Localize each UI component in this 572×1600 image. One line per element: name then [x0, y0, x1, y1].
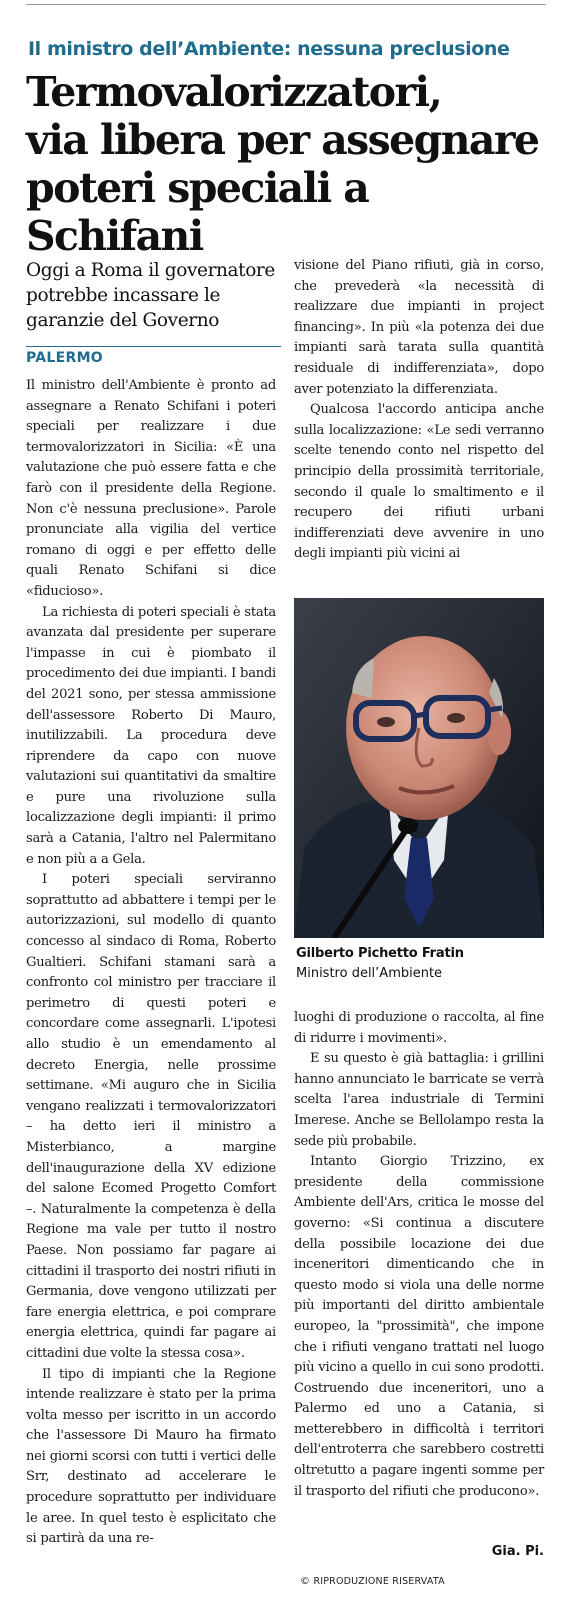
- paragraph: I poteri speciali serviranno soprattutto ad abbattere i tempi per le autorizzazioni, sul modello di quanto concesso al sindaco di Roma, Roberto Gualtieri. Schifani stamani sarà a confronto col ministro per tracciare il perimetro di questi poteri e concordare come assegnarli. L'ipotesi allo studio è un emendamento al decreto Energia, nelle prossime settimane. «Mi auguro che in Sicilia vengano realizzati i termovalorizzatori – ha detto ieri il ministro a Misterbianco, a margine dell'inaugurazione della XV edizione del salone Ecomed Progetto Comfort –. Naturalmente la competenza è della Regione ma vale per tutto il nostro Paese. Non possiamo far pagare ai cittadini il trasporto dei nostri rifiuti in Germania, dove vengono utilizzati per fare energia elettrica, e poi comprare energia elettrica, quindi far pagare ai cittadini due volte la stessa cosa».: [26, 872, 276, 1361]
- paragraph: Qualcosa l'accordo anticipa anche sulla localizzazione: «Le sedi verranno scelte tenendo conto nel rispetto del principio della prossimità territoriale, secondo il quale lo smaltimento e il recupero dei rifiuti urbani indifferenziati deve avvenire in uno degli impianti più vicini ai: [294, 402, 544, 562]
- author-signature: Gia. Pi.: [491, 1544, 544, 1559]
- paragraph: E su questo è già battaglia: i grillini hanno annunciato le barricate se verrà scelta l'area industriale di Termini Imerese. Anche se Bellolampo resta la sede più probabile.: [294, 1051, 544, 1149]
- copyright-icon: ©: [300, 1576, 311, 1587]
- minister-photo: [294, 598, 544, 938]
- article-column-1: [26, 376, 276, 1550]
- headline-line-3: poteri speciali a Schifani: [26, 164, 369, 260]
- photo-caption-name: Gilberto Pichetto Fratin: [296, 946, 464, 961]
- paragraph: Il tipo di impianti che la Regione intende realizzare è stato per la prima volta messo per iscritto in un accordo che l'assessore Di Mauro ha firmato nei giorni scorsi con tutti i vertici delle Srr, destinato ad accelerare le procedure soprattutto per individuare le aree. In quel testo è esplicitato che si partirà da una re-: [26, 1366, 276, 1547]
- article-column-2-top: [294, 256, 544, 565]
- copyright-text: RIPRODUZIONE RISERVATA: [313, 1576, 445, 1587]
- subheadline: Oggi a Roma il governatore potrebbe incassare le garanzie del Governo: [26, 260, 275, 331]
- copyright-notice: [300, 1576, 445, 1587]
- photo-caption-role: Ministro dell’Ambiente: [296, 966, 443, 981]
- paragraph: Il ministro dell'Ambiente è pronto ad assegnare a Renato Schifani i poteri speciali per realizzare i due termovalorizzatori in Sicilia: «È una valutazione che può essere fatta e che farò con il presidente della Regione. Non c'è nessuna preclusione». Parole pronunciate alla vigilia del vertice romano di oggi e per effetto delle quali Renato Schifani si dice «fiducioso».: [26, 378, 276, 599]
- dateline: PALERMO: [26, 346, 281, 366]
- portrait-illustration: [294, 598, 544, 938]
- paragraph: Intanto Giorgio Trizzino, ex presidente della commissione Ambiente dell'Ars, critica le mosse del governo: «Si continua a discutere della possibile locazione dei due inceneritori dimenticando che in questo modo si viola una delle norme più importanti del diritto ambientale europeo, la "prossimità", che impone che i rifiuti vengano trattati nel luogo più vicino a quello in cui sono prodotti. Costruendo due inceneritori, uno a Palermo ed uno a Catania, si metterebbero in difficoltà i territori dell'entroterra che sarebbero costretti oltretutto a pagare ingenti somme per il trasporto del rifiuti che producono».: [294, 1154, 544, 1499]
- top-rule: [26, 4, 546, 5]
- kicker: Il ministro dell’Ambiente: nessuna preclusione: [28, 38, 510, 60]
- headline-line-2: via libera per assegnare: [26, 116, 539, 164]
- paragraph: visione del Piano rifiuti, già in corso, che prevederà «la necessità di realizzare due impianti in project financing». In più «la potenza dei due impianti sarà tarata sulla quantità residuale di indifferenziata», dopo aver potenziato la differenziata.: [294, 258, 544, 397]
- article-column-2-bottom: [294, 1008, 544, 1502]
- headline: [26, 68, 556, 260]
- headline-line-1: Termovalorizzatori,: [26, 68, 442, 116]
- paragraph: La richiesta di poteri speciali è stata avanzata dal presidente per superare l'impasse in cui è piombato il procedimento dei due impianti. I bandi del 2021 sono, per stessa ammissione dell'assessore Roberto Di Mauro, inutilizzabili. La procedura deve riprendere da capo con nuove valutazioni sui quantitativi da smaltire e pure una rivoluzione sulla localizzazione degli impianti: il primo sarà a Catania, l'altro nel Palermitano e non più a a Gela.: [26, 604, 276, 867]
- paragraph: luoghi di produzione o raccolta, al fine di ridurre i movimenti».: [294, 1010, 544, 1046]
